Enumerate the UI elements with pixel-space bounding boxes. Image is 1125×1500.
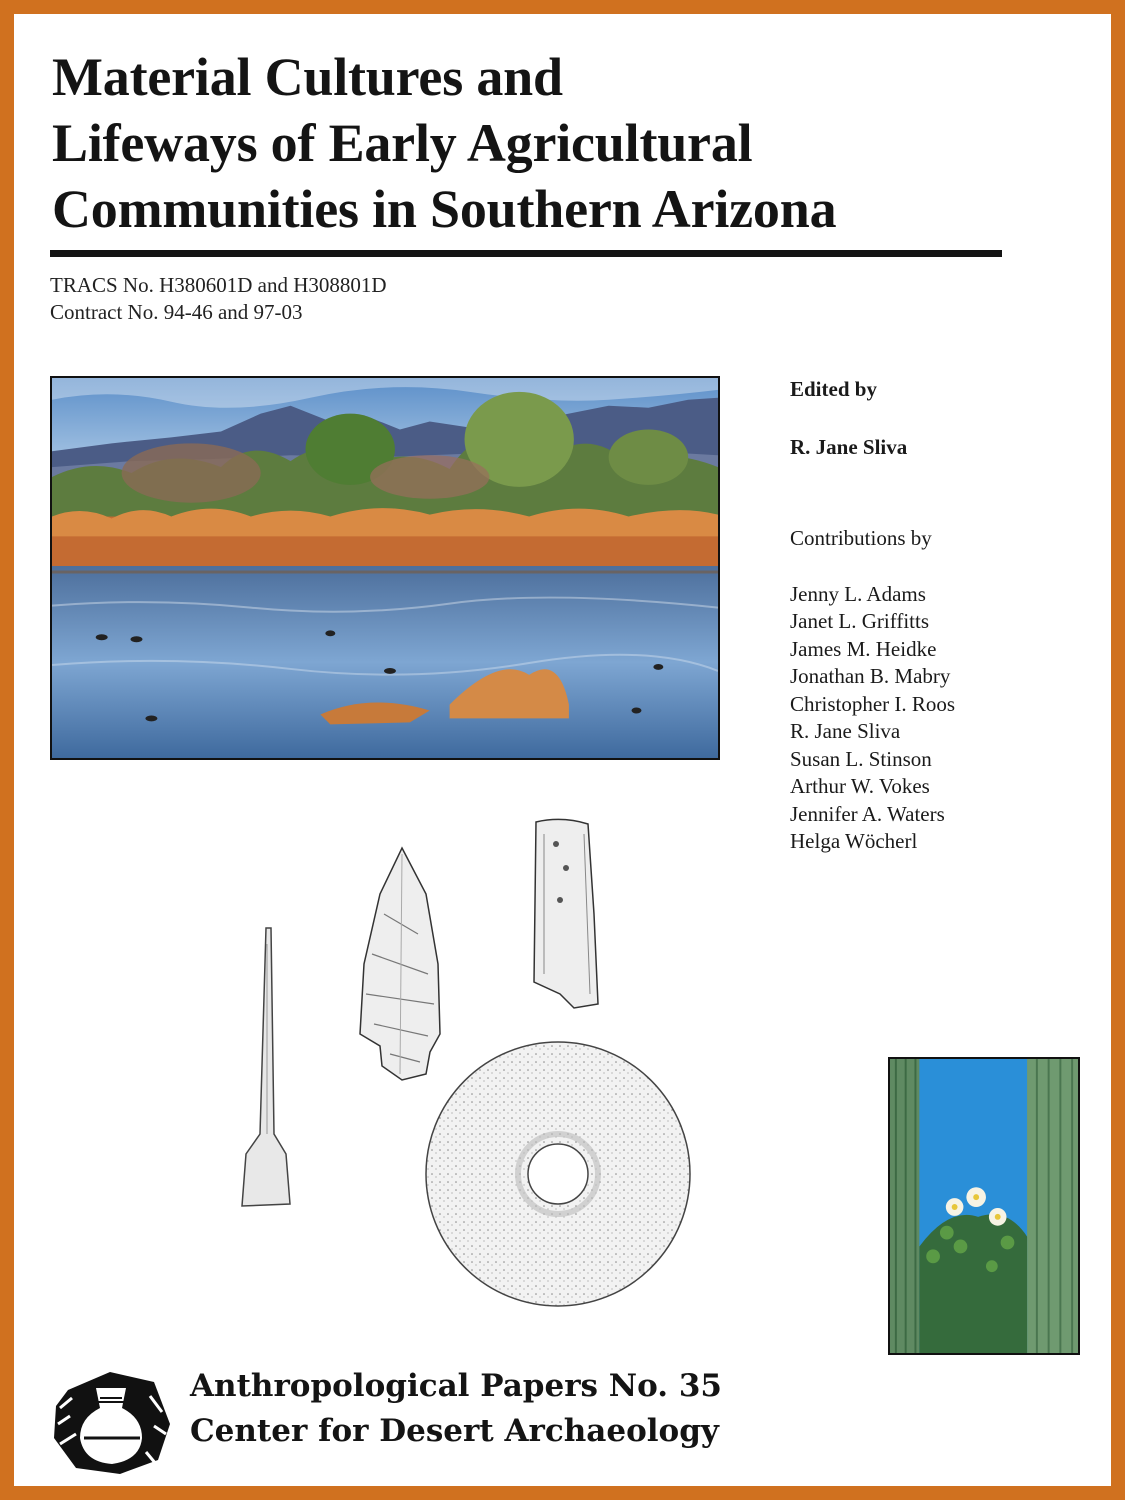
artifact-illustration (214, 804, 774, 1364)
cover-title (52, 44, 1002, 242)
list-item: Jonathan B. Mabry (790, 664, 951, 688)
artifact-drawings (214, 804, 774, 1364)
title-line-2: Lifeways of Early Agricultural (52, 113, 753, 173)
logo-illustration (50, 1368, 172, 1476)
list-item: Susan L. Stinson (790, 746, 932, 771)
contributor-list (790, 581, 1090, 856)
title-line-1: Material Cultures and (52, 47, 563, 107)
archaeology-pot-logo-icon (50, 1368, 172, 1476)
edited-by-label: Edited by (790, 377, 877, 401)
projectile-point-icon (360, 848, 440, 1080)
list-item: Arthur W. Vokes (790, 774, 930, 798)
series-name: Anthropological Papers No. 35 (190, 1368, 722, 1404)
list-item: Jennifer A. Waters (790, 801, 945, 826)
contributions-label: Contributions by (790, 526, 932, 550)
list-item: Jenny L. Adams (790, 581, 926, 606)
credits-block (790, 376, 1090, 856)
title-rule (50, 250, 1002, 257)
series-block (190, 1364, 722, 1454)
publisher-name: Center for Desert Archaeology (190, 1413, 719, 1449)
editor-name: R. Jane Sliva (790, 434, 908, 459)
saguaro-blossom-photo (888, 1057, 1080, 1355)
report-numbers (50, 272, 387, 326)
list-item: James M. Heidke (790, 636, 937, 661)
title-line-3: Communities in Southern Arizona (52, 179, 837, 239)
list-item: Janet L. Griffitts (790, 609, 930, 633)
contract-number: Contract No. 94-46 and 97-03 (50, 300, 303, 324)
bone-tube-icon (534, 819, 598, 1008)
list-item: Christopher I. Roos (790, 691, 956, 716)
list-item: R. Jane Sliva (790, 719, 901, 743)
tracs-number: TRACS No. H380601D and H308801D (50, 273, 387, 297)
bone-awl-icon (242, 928, 290, 1206)
wetland-landscape-photo (50, 376, 720, 760)
landscape-illustration (52, 378, 718, 758)
cactus-illustration (890, 1059, 1078, 1353)
stone-ring-icon (426, 1042, 690, 1306)
list-item: Helga Wöcherl (790, 829, 918, 853)
